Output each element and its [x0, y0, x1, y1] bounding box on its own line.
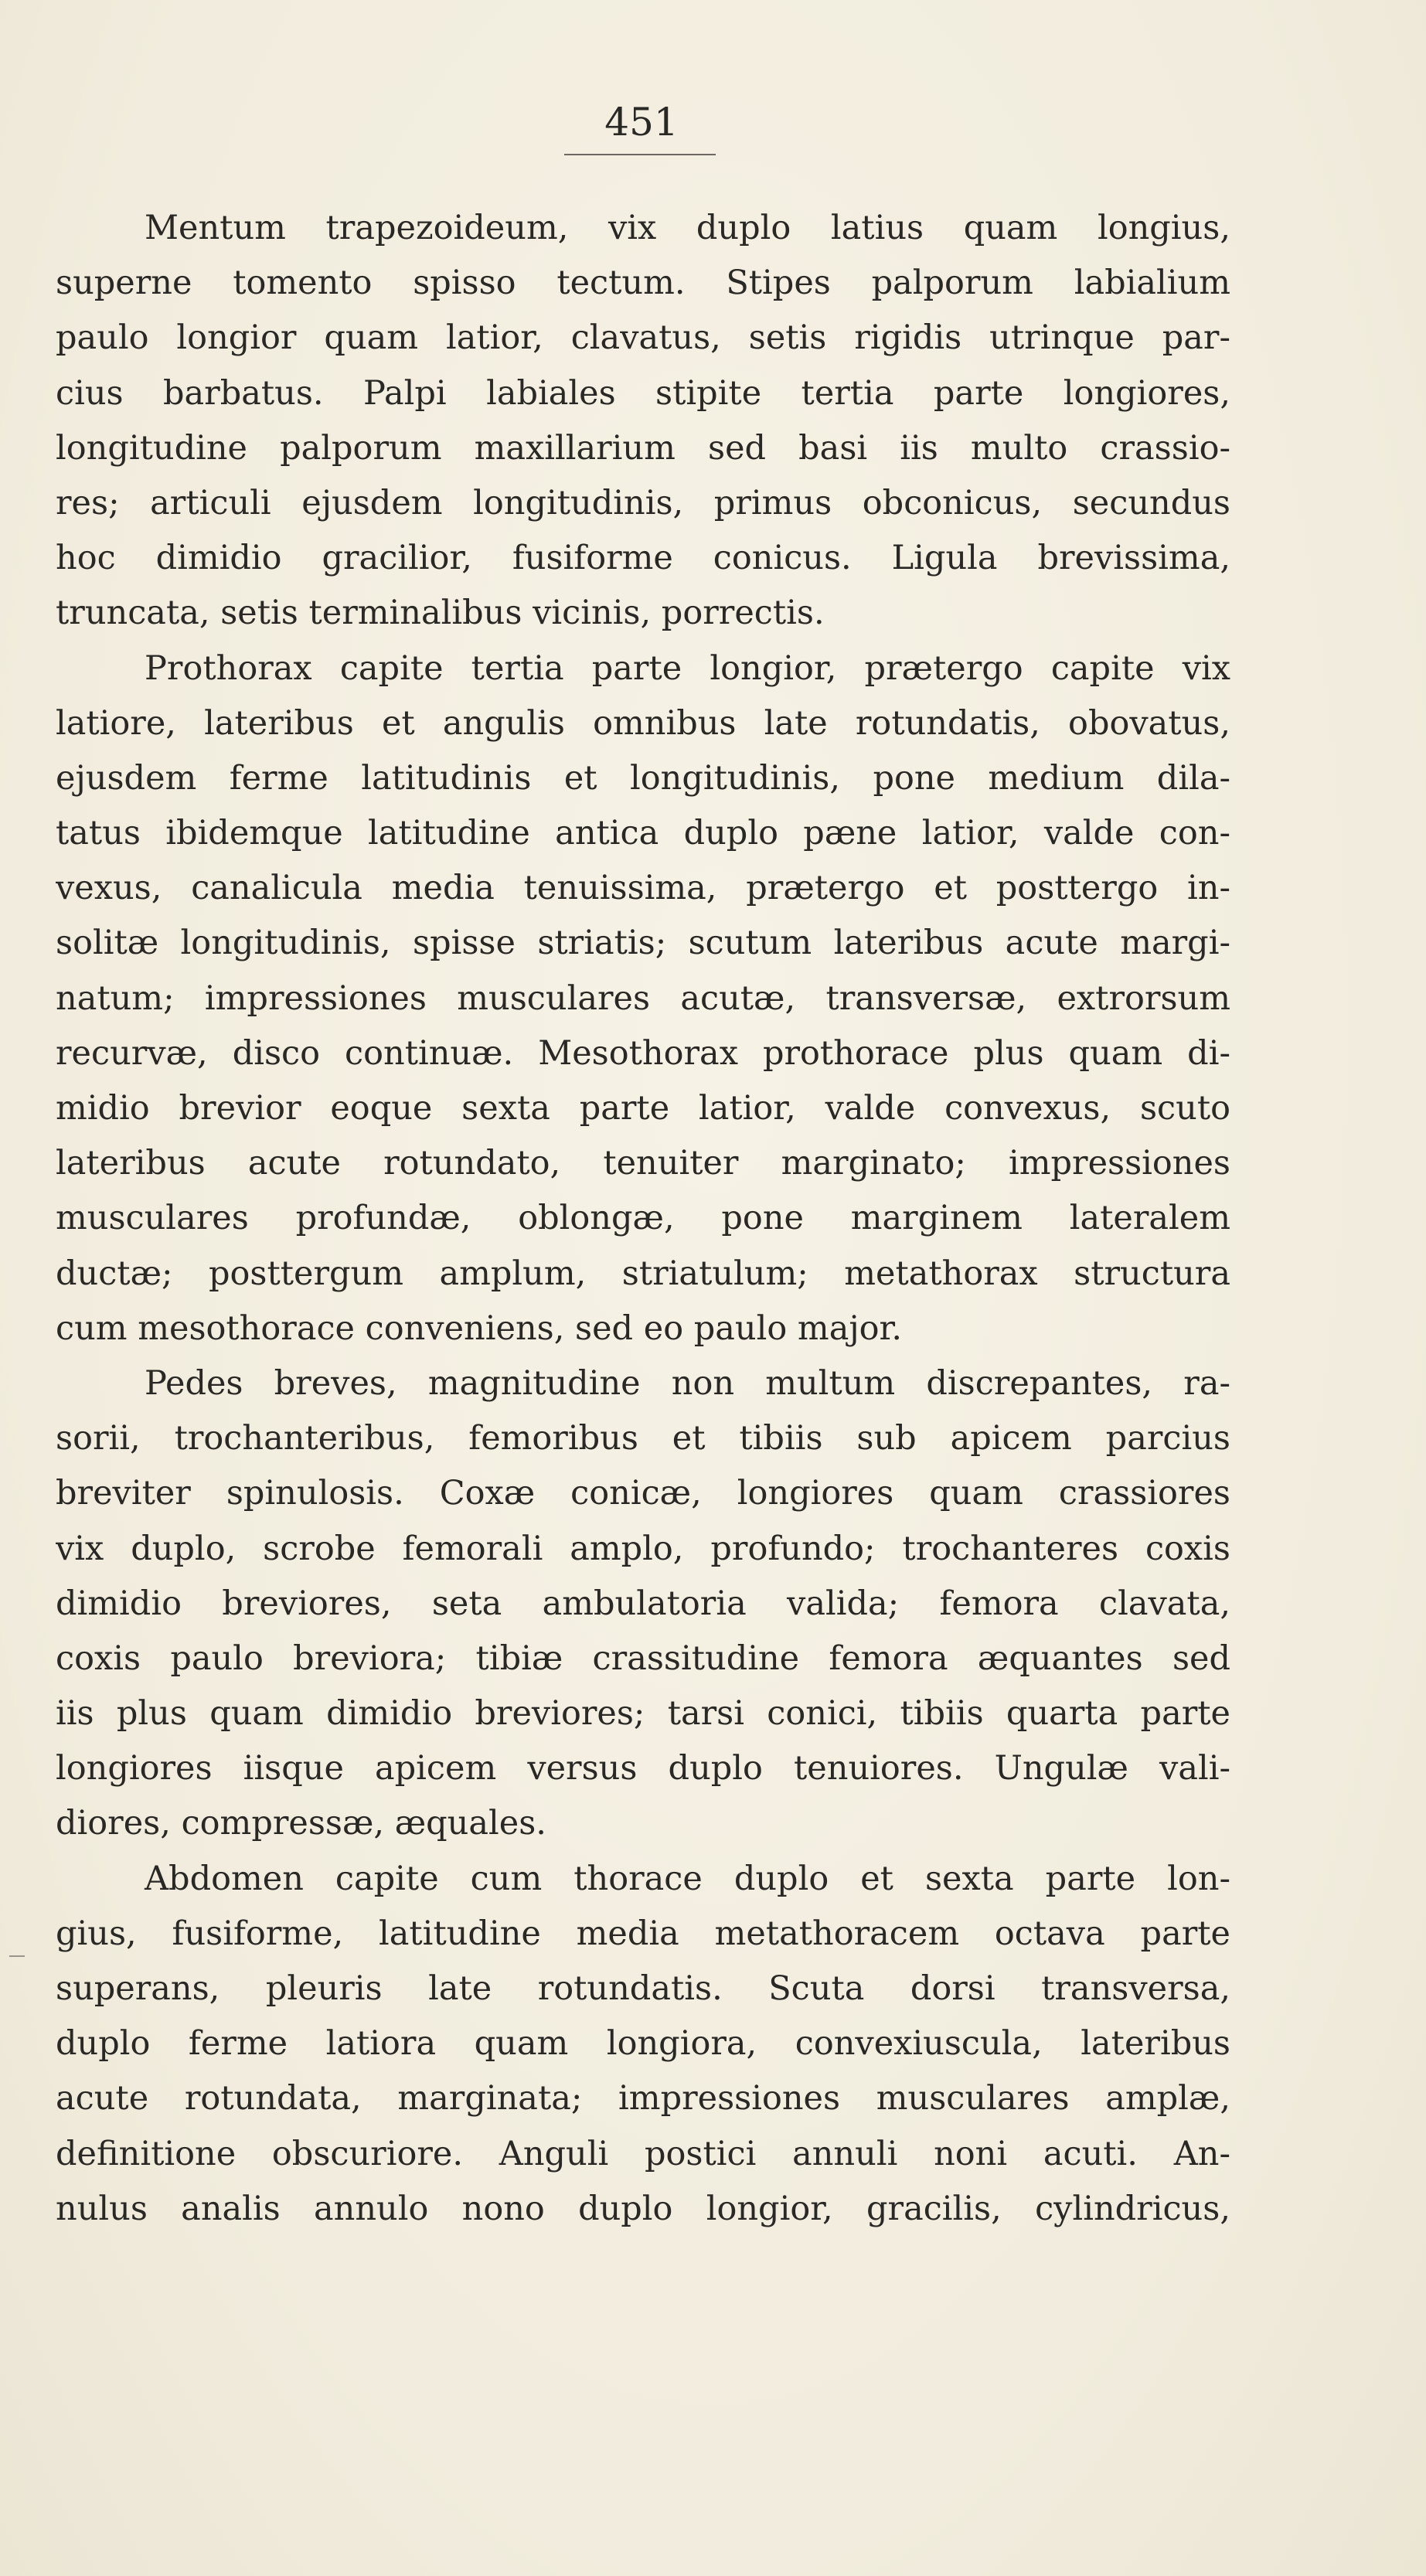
text-line: lateribus acute rotundato, tenuiter marginato; impressiones: [56, 1144, 1230, 1183]
page-number-rule: [564, 154, 716, 155]
text-line: sorii, trochanteribus, femoribus et tibiis sub apicem parcius: [56, 1419, 1230, 1458]
text-line: paulo longior quam latior, clavatus, setis rigidis utrinque par-: [56, 318, 1230, 358]
text-line: recurvæ, disco continuæ. Mesothorax prothorace plus quam di-: [56, 1033, 1230, 1073]
text-line: ejusdem ferme latitudinis et longitudinis, pone medium dila-: [56, 758, 1230, 798]
text-line: superans, pleuris late rotundatis. Scuta dorsi transversa,: [56, 1969, 1230, 2008]
text-line: diores, compressæ, æquales.: [56, 1804, 546, 1843]
text-line: iis plus quam dimidio breviores; tarsi conici, tibiis quarta parte: [56, 1694, 1230, 1734]
text-line: hoc dimidio gracilior, fusiforme conicus. Ligula brevissima,: [56, 539, 1230, 578]
text-line: Prothorax capite tertia parte longior, prætergo capite vix: [145, 648, 1230, 688]
text-line: Abdomen capite cum thorace duplo et sexta parte lon-: [145, 1859, 1230, 1898]
text-line: latiore, lateribus et angulis omnibus late rotundatis, obovatus,: [56, 703, 1230, 743]
text-line: duplo ferme latiora quam longiora, convexiuscula, lateribus: [56, 2024, 1230, 2064]
text-line: musculares profundæ, oblongæ, pone marginem lateralem: [56, 1199, 1230, 1238]
text-line: solitæ longitudinis, spisse striatis; scutum lateribus acute margi-: [56, 924, 1230, 963]
text-line: superne tomento spisso tectum. Stipes palporum labialium: [56, 264, 1230, 303]
text-line: vix duplo, scrobe femorali amplo, profundo; trochanteres coxis: [56, 1529, 1230, 1568]
text-line: acute rotundata, marginata; impressiones musculares amplæ,: [56, 2079, 1230, 2118]
page-number: 451: [604, 100, 679, 145]
text-line: res; articuli ejusdem longitudinis, primus obconicus, secundus: [56, 483, 1230, 522]
margin-mark: [9, 1955, 25, 1957]
text-line: vexus, canalicula media tenuissima, prætergo et posttergo in-: [56, 869, 1230, 908]
text-line: gius, fusiforme, latitudine media metathoracem octava parte: [56, 1914, 1230, 1953]
text-line: natum; impressiones musculares acutæ, transversæ, extrorsum: [56, 978, 1230, 1018]
text-line: dimidio breviores, seta ambulatoria valida; femora clavata,: [56, 1584, 1230, 1623]
text-line: longiores iisque apicem versus duplo tenuiores. Ungulæ vali-: [56, 1749, 1230, 1788]
text-line: Mentum trapezoideum, vix duplo latius quam longius,: [145, 209, 1230, 247]
text-line: longitudine palporum maxillarium sed basi iis multo crassio-: [56, 428, 1230, 468]
text-line: midio brevior eoque sexta parte latior, valde convexus, scuto: [56, 1089, 1230, 1128]
text-line: ductæ; posttergum amplum, striatulum; metathorax structura: [56, 1254, 1230, 1293]
text-line: Pedes breves, magnitudine non multum discrepantes, ra-: [145, 1363, 1230, 1403]
text-line: tatus ibidemque latitudine antica duplo pæne latior, valde con-: [56, 814, 1230, 853]
text-line: definitione obscuriore. Anguli postici annuli noni acuti. An-: [56, 2134, 1230, 2173]
text-line: coxis paulo breviora; tibiæ crassitudine femora æquantes sed: [56, 1638, 1230, 1678]
body-text: [56, 201, 1230, 2237]
text-line: truncata, setis terminalibus vicinis, porrectis.: [56, 594, 825, 633]
text-line: cius barbatus. Palpi labiales stipite tertia parte longiores,: [56, 373, 1230, 413]
text-line: breviter spinulosis. Coxæ conicæ, longiores quam crassiores: [56, 1474, 1230, 1513]
text-line: nulus analis annulo nono duplo longior, gracilis, cylindricus,: [56, 2189, 1230, 2228]
text-line: cum mesothorace conveniens, sed eo paulo major.: [56, 1308, 903, 1348]
